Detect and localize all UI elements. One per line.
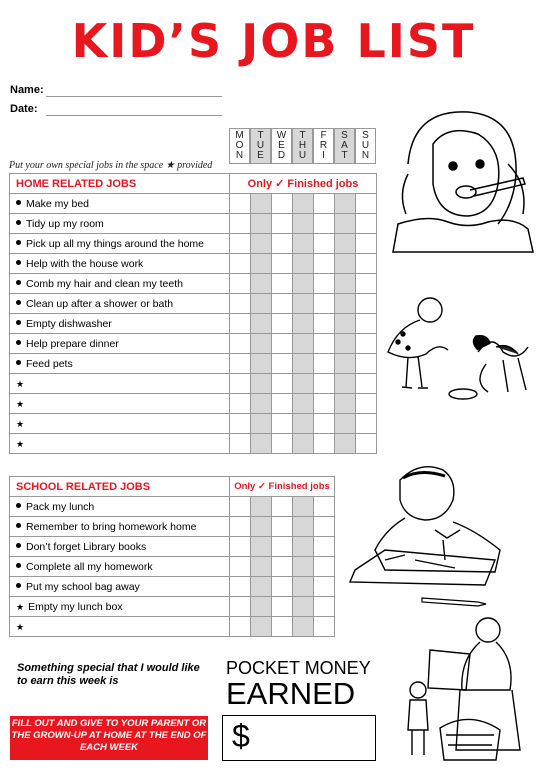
job-label (10, 354, 230, 374)
job-label (10, 394, 230, 414)
bullet-icon (16, 563, 21, 568)
job-text: Feed pets (26, 357, 73, 370)
check-cell[interactable] (293, 517, 314, 537)
check-cell[interactable] (272, 274, 293, 294)
star-icon: ★ (16, 601, 25, 612)
day-header: S U N (355, 128, 376, 164)
bullet-icon (16, 320, 21, 325)
job-text: Pick up all my things around the home (26, 237, 205, 250)
check-cell[interactable] (314, 274, 335, 294)
job-text: Clean up after a shower or bath (26, 297, 174, 310)
check-cell[interactable] (230, 414, 251, 434)
bullet-icon (16, 523, 21, 528)
check-cell[interactable] (293, 617, 314, 637)
boy-doing-homework-illustration (345, 460, 505, 588)
check-cell[interactable] (314, 354, 335, 374)
check-cell[interactable] (230, 194, 251, 214)
job-text: Make my bed (26, 197, 90, 210)
check-cell[interactable] (272, 354, 293, 374)
check-cell[interactable] (335, 314, 356, 334)
job-row (10, 537, 335, 557)
job-label (10, 497, 230, 517)
check-cell[interactable] (272, 617, 293, 637)
job-row (10, 294, 377, 314)
check-cell[interactable] (293, 414, 314, 434)
check-cell[interactable] (272, 394, 293, 414)
check-cell[interactable] (251, 354, 272, 374)
job-row (10, 557, 335, 577)
check-cell[interactable] (314, 194, 335, 214)
job-text: Complete all my homework (26, 560, 153, 573)
check-cell[interactable] (272, 597, 293, 617)
day-header: W E D (271, 128, 292, 164)
check-cell[interactable] (335, 194, 356, 214)
check-cell[interactable] (251, 617, 272, 637)
section-header: SCHOOL RELATED JOBS (10, 477, 230, 497)
check-cell[interactable] (356, 194, 377, 214)
job-label (10, 414, 230, 434)
job-text: Empty my lunch box (28, 600, 123, 613)
check-cell[interactable] (230, 254, 251, 274)
job-label (10, 557, 230, 577)
finished-jobs-header: Only ✓ Finished jobs (230, 174, 377, 194)
check-cell[interactable] (230, 334, 251, 354)
check-cell[interactable] (272, 314, 293, 334)
check-cell[interactable] (293, 597, 314, 617)
finished-jobs-header: Only ✓ Finished jobs (230, 477, 335, 497)
job-row (10, 274, 377, 294)
check-cell[interactable] (356, 214, 377, 234)
job-label (10, 537, 230, 557)
check-cell[interactable] (293, 557, 314, 577)
check-cell[interactable] (314, 214, 335, 234)
check-cell[interactable] (356, 314, 377, 334)
job-text: Help prepare dinner (26, 337, 119, 350)
check-cell[interactable] (251, 517, 272, 537)
check-cell[interactable] (293, 214, 314, 234)
bullet-icon (16, 300, 21, 305)
check-cell[interactable] (293, 434, 314, 454)
check-cell[interactable] (251, 214, 272, 234)
bullet-icon (16, 200, 21, 205)
check-cell[interactable] (314, 577, 335, 597)
check-cell[interactable] (251, 314, 272, 334)
job-row (10, 314, 377, 334)
section-header: HOME RELATED JOBS (10, 174, 230, 194)
check-cell[interactable] (314, 294, 335, 314)
check-cell[interactable] (314, 537, 335, 557)
check-cell[interactable] (230, 537, 251, 557)
check-cell[interactable] (272, 254, 293, 274)
name-field[interactable] (10, 84, 44, 96)
bullet-icon (16, 360, 21, 365)
job-text: Put my school bag away (26, 580, 140, 593)
job-row (10, 254, 377, 274)
day-header: T U E (250, 128, 271, 164)
check-cell[interactable] (230, 557, 251, 577)
instruction-banner: FILL OUT AND GIVE TO YOUR PARENT OR THE GROWN-UP AT HOME AT THE END OF EACH WEEK (10, 716, 208, 760)
bullet-icon (16, 240, 21, 245)
day-header: T H U (292, 128, 313, 164)
check-cell[interactable] (272, 414, 293, 434)
job-text: Don’t forget Library books (26, 540, 147, 553)
job-label (10, 294, 230, 314)
earned-amount-box[interactable] (222, 715, 376, 761)
check-cell[interactable] (293, 234, 314, 254)
check-cell[interactable] (230, 617, 251, 637)
check-cell[interactable] (314, 497, 335, 517)
bullet-icon (16, 260, 21, 265)
job-label (10, 334, 230, 354)
check-cell[interactable] (293, 374, 314, 394)
job-text: Empty dishwasher (26, 317, 112, 330)
check-cell[interactable] (335, 274, 356, 294)
check-cell[interactable] (356, 294, 377, 314)
check-cell[interactable] (272, 557, 293, 577)
check-cell[interactable] (272, 194, 293, 214)
earned-label: EARNED (226, 676, 356, 711)
job-row (10, 597, 335, 617)
check-cell[interactable] (356, 374, 377, 394)
check-cell[interactable] (251, 414, 272, 434)
job-row (10, 617, 335, 637)
special-jobs-hint: Put your own special jobs in the space ★ provided (9, 160, 213, 171)
check-cell[interactable] (314, 557, 335, 577)
bullet-icon (16, 543, 21, 548)
star-icon: ★ (16, 621, 25, 632)
check-cell[interactable] (356, 274, 377, 294)
bullet-icon (16, 583, 21, 588)
check-cell[interactable] (335, 254, 356, 274)
check-cell[interactable] (335, 414, 356, 434)
check-cell[interactable] (293, 334, 314, 354)
bullet-icon (16, 220, 21, 225)
pencil-icon (420, 592, 490, 608)
check-cell[interactable] (230, 497, 251, 517)
job-row (10, 517, 335, 537)
check-cell[interactable] (314, 434, 335, 454)
check-cell[interactable] (272, 214, 293, 234)
job-label (10, 314, 230, 334)
mother-and-boy-laundry-illustration (400, 610, 540, 765)
check-cell[interactable] (251, 254, 272, 274)
check-cell[interactable] (230, 517, 251, 537)
job-row (10, 497, 335, 517)
job-label (10, 194, 230, 214)
check-cell[interactable] (314, 597, 335, 617)
job-label (10, 517, 230, 537)
job-label (10, 434, 230, 454)
check-cell[interactable] (251, 597, 272, 617)
check-cell[interactable] (314, 254, 335, 274)
check-cell[interactable] (293, 537, 314, 557)
check-cell[interactable] (314, 617, 335, 637)
check-cell[interactable] (272, 374, 293, 394)
check-cell[interactable] (314, 414, 335, 434)
job-text: Remember to bring homework home (26, 520, 197, 533)
girl-feeding-dog-illustration (378, 292, 538, 410)
check-cell[interactable] (272, 334, 293, 354)
job-row (10, 434, 377, 454)
star-icon: ★ (16, 438, 25, 449)
check-cell[interactable] (293, 254, 314, 274)
job-label (10, 597, 230, 617)
check-cell[interactable] (293, 274, 314, 294)
check-cell[interactable] (335, 334, 356, 354)
day-header: S A T (334, 128, 355, 164)
check-cell[interactable] (335, 214, 356, 234)
job-row (10, 577, 335, 597)
check-cell[interactable] (272, 497, 293, 517)
check-cell[interactable] (272, 577, 293, 597)
job-row (10, 374, 377, 394)
check-cell[interactable] (251, 294, 272, 314)
home-jobs-table (9, 173, 377, 454)
date-field[interactable] (10, 103, 38, 115)
check-cell[interactable] (293, 294, 314, 314)
job-text: Comb my hair and clean my teeth (26, 277, 183, 290)
check-cell[interactable] (230, 214, 251, 234)
check-cell[interactable] (314, 517, 335, 537)
check-cell[interactable] (314, 374, 335, 394)
check-cell[interactable] (335, 374, 356, 394)
check-cell[interactable] (230, 314, 251, 334)
job-text: Tidy up my room (26, 217, 104, 230)
check-cell[interactable] (272, 234, 293, 254)
check-cell[interactable] (356, 434, 377, 454)
bullet-icon (16, 340, 21, 345)
check-cell[interactable] (272, 517, 293, 537)
bullet-icon (16, 503, 21, 508)
check-cell[interactable] (293, 577, 314, 597)
currency-symbol: $ (232, 718, 250, 754)
check-cell[interactable] (230, 354, 251, 374)
job-row (10, 354, 377, 374)
check-cell[interactable] (356, 234, 377, 254)
check-cell[interactable] (251, 577, 272, 597)
check-cell[interactable] (356, 394, 377, 414)
check-cell[interactable] (314, 314, 335, 334)
table-header-row (10, 174, 377, 194)
star-icon: ★ (16, 418, 25, 429)
job-label (10, 234, 230, 254)
school-jobs-table (9, 476, 335, 637)
check-cell[interactable] (272, 537, 293, 557)
check-cell[interactable] (230, 434, 251, 454)
check-cell[interactable] (251, 334, 272, 354)
job-label (10, 617, 230, 637)
star-icon: ★ (16, 378, 25, 389)
job-label (10, 374, 230, 394)
date-label: Date: (10, 103, 38, 115)
check-cell[interactable] (230, 597, 251, 617)
check-cell[interactable] (335, 294, 356, 314)
check-cell[interactable] (251, 194, 272, 214)
job-label (10, 577, 230, 597)
job-row (10, 194, 377, 214)
job-row (10, 394, 377, 414)
table-header-row (10, 477, 335, 497)
check-cell[interactable] (335, 234, 356, 254)
page-title: KID’S JOB LIST (71, 14, 476, 68)
check-cell[interactable] (293, 314, 314, 334)
check-cell[interactable] (356, 254, 377, 274)
check-cell[interactable] (335, 354, 356, 374)
check-cell[interactable] (230, 374, 251, 394)
job-text: Pack my lunch (26, 500, 95, 513)
check-cell[interactable] (335, 434, 356, 454)
check-cell[interactable] (293, 497, 314, 517)
check-cell[interactable] (251, 434, 272, 454)
check-cell[interactable] (356, 334, 377, 354)
check-cell[interactable] (272, 434, 293, 454)
job-text: Help with the house work (26, 257, 144, 270)
check-cell[interactable] (293, 354, 314, 374)
job-row (10, 214, 377, 234)
check-cell[interactable] (251, 497, 272, 517)
job-row (10, 234, 377, 254)
check-cell[interactable] (335, 394, 356, 414)
check-cell[interactable] (230, 394, 251, 414)
name-label: Name: (10, 84, 44, 96)
day-header: M O N (229, 128, 250, 164)
check-cell[interactable] (314, 334, 335, 354)
check-cell[interactable] (251, 557, 272, 577)
check-cell[interactable] (293, 194, 314, 214)
check-cell[interactable] (314, 394, 335, 414)
check-cell[interactable] (230, 294, 251, 314)
check-cell[interactable] (251, 537, 272, 557)
check-cell[interactable] (251, 274, 272, 294)
check-cell[interactable] (230, 577, 251, 597)
check-cell[interactable] (230, 234, 251, 254)
job-label (10, 254, 230, 274)
check-cell[interactable] (356, 354, 377, 374)
job-row (10, 414, 377, 434)
job-label (10, 214, 230, 234)
bullet-icon (16, 280, 21, 285)
check-cell[interactable] (251, 394, 272, 414)
job-label (10, 274, 230, 294)
check-cell[interactable] (293, 394, 314, 414)
job-row (10, 334, 377, 354)
star-icon: ★ (16, 398, 25, 409)
day-header: F R I (313, 128, 334, 164)
check-cell[interactable] (272, 294, 293, 314)
check-cell[interactable] (251, 374, 272, 394)
check-cell[interactable] (356, 414, 377, 434)
check-cell[interactable] (314, 234, 335, 254)
check-cell[interactable] (230, 274, 251, 294)
special-earn-text: Something special that I would like to earn this week is (17, 662, 200, 687)
girl-brushing-teeth-illustration (388, 104, 538, 256)
pocket-money-label: POCKET MONEY (226, 658, 371, 678)
check-cell[interactable] (251, 234, 272, 254)
